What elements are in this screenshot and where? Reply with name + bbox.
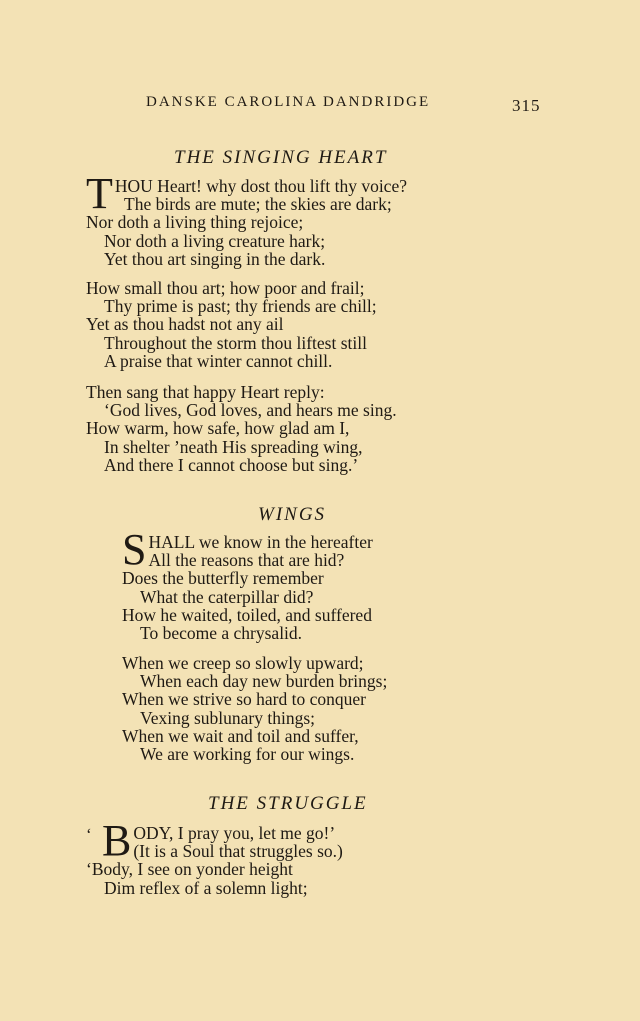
poem-line: To become a chrysalid. <box>140 622 303 643</box>
poem-line: A praise that winter cannot chill. <box>104 350 333 371</box>
poem-line: ODY, I pray you, let me go!’ <box>133 823 336 843</box>
page-number: 315 <box>512 96 541 115</box>
poem-line: And there I cannot choose but sing.’ <box>104 454 359 475</box>
poem-line: Yet as thou hadst not any ail <box>86 314 284 335</box>
stanza <box>122 525 373 643</box>
poem-line: Nor doth a living creature hark; <box>104 230 326 251</box>
poem-line: All the reasons that are hid? <box>148 550 345 571</box>
drop-cap: T <box>86 169 113 218</box>
drop-cap: B <box>102 816 132 865</box>
stanza <box>122 654 387 763</box>
poem-title-struggle: THE STRUGGLE <box>208 793 368 814</box>
poem-line: When we creep so slowly upward; <box>122 653 364 673</box>
poem-line: What the caterpillar did? <box>140 586 314 607</box>
poem-title-wings: WINGS <box>258 504 327 525</box>
poem-line: When each day new burden brings; <box>140 671 388 692</box>
running-head: DANSKE CAROLINA DANDRIDGE <box>146 94 431 110</box>
poem-line: Yet thou art singing in the dark. <box>104 248 326 269</box>
poem-line: In shelter ’neath His spreading wing, <box>104 436 363 457</box>
drop-cap: S <box>122 525 147 574</box>
poem-line: How he waited, toiled, and suffered <box>122 604 372 625</box>
poem-line: ‘God lives, God loves, and hears me sing. <box>104 400 397 421</box>
poem-line: HALL we know in the hereafter <box>148 532 373 552</box>
poem-line: (It is a Soul that struggles so.) <box>133 841 343 862</box>
poem-title-singing-heart: THE SINGING HEART <box>174 147 388 168</box>
poem-line: How warm, how safe, how glad am I, <box>86 418 350 439</box>
poem-line: ‘Body, I see on yonder height <box>86 859 293 880</box>
stanza <box>86 816 343 898</box>
poem-line: Dim reflex of a solemn light; <box>104 877 308 898</box>
stanza <box>86 169 407 269</box>
poem-line: Thy prime is past; thy friends are chill; <box>104 296 377 317</box>
poem-line: Does the butterfly remember <box>122 568 324 589</box>
poem-line: How small thou art; how poor and frail; <box>86 278 365 298</box>
poem-line: The birds are mute; the skies are dark; <box>124 194 392 215</box>
stanza <box>86 279 377 370</box>
poem-line: When we strive so hard to conquer <box>122 689 366 710</box>
poem-line: Nor doth a living thing rejoice; <box>86 212 304 233</box>
poem-line: Then sang that happy Heart reply: <box>86 382 325 402</box>
poem-line: We are working for our wings. <box>140 743 355 764</box>
stanza <box>86 383 397 474</box>
opening-quote: ‘ <box>86 825 92 844</box>
poem-line: Vexing sublunary things; <box>140 707 315 728</box>
poem-line: When we wait and toil and suffer, <box>122 725 359 746</box>
poem-line: HOU Heart! why dost thou lift thy voice? <box>114 176 407 196</box>
poem-line: Throughout the storm thou liftest still <box>104 332 367 353</box>
